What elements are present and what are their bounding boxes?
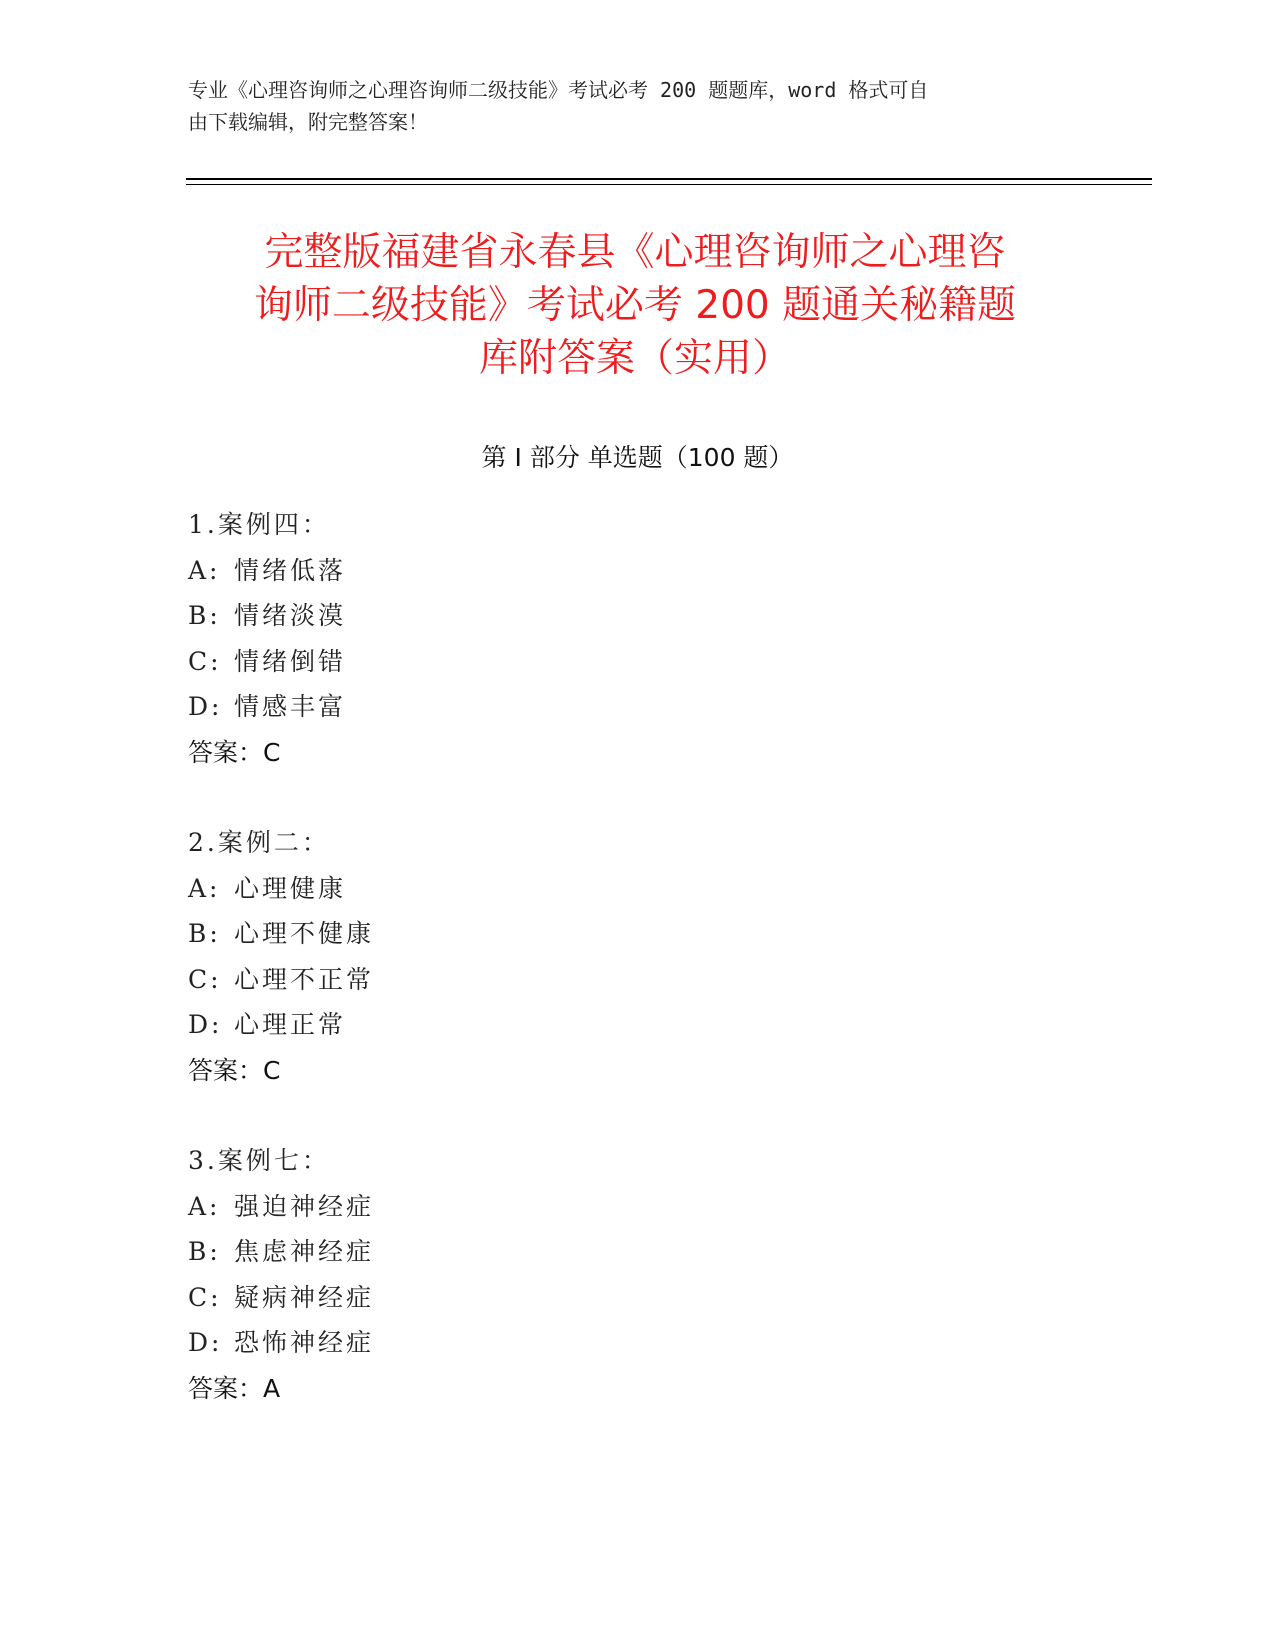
option-a (188, 866, 888, 912)
answer-line: 答案：C (188, 1055, 281, 1085)
option-letter: B: (188, 1237, 221, 1266)
option-text: 心理不正常 (234, 964, 375, 994)
option-letter: B: (188, 601, 221, 630)
option-letter: C: (188, 646, 222, 676)
option-letter: B: (188, 919, 221, 948)
header-divider-thick (186, 178, 1152, 180)
option-text: 强迫神经症 (234, 1191, 375, 1221)
option-letter: D: (188, 1328, 223, 1357)
option-a (188, 1184, 888, 1230)
question-3 (188, 1138, 888, 1411)
option-text: 情绪淡漠 (234, 601, 347, 630)
option-text: 情绪倒错 (234, 646, 347, 676)
option-letter: D: (188, 692, 223, 721)
option-a (188, 548, 888, 594)
question-1 (188, 502, 888, 775)
option-b (188, 593, 888, 639)
option-letter: A: (188, 873, 221, 903)
intro-paragraph (188, 74, 1068, 138)
option-text: 疑病神经症 (234, 1282, 375, 1312)
option-d (188, 684, 888, 730)
document-title (160, 226, 1110, 385)
option-d (188, 1002, 888, 1048)
answer-line: 答案：A (188, 1373, 281, 1403)
option-text: 焦虑神经症 (234, 1237, 375, 1266)
option-text: 恐怖神经症 (234, 1328, 375, 1357)
option-letter: A: (188, 1191, 221, 1221)
question-stem: 1.案例四： (188, 510, 330, 539)
title-line-1: 完整版福建省永春县《心理咨询师之心理咨 (264, 230, 1006, 275)
option-text: 心理正常 (234, 1010, 347, 1039)
option-letter: C: (188, 1282, 222, 1312)
intro-line-1: 专业《心理咨询师之心理咨询师二级技能》考试必考 200 题题库，word 格式可自 (188, 78, 929, 102)
section-heading: 第 I 部分 单选题（100 题） (481, 443, 794, 472)
option-text: 心理健康 (234, 873, 347, 903)
option-text: 情绪低落 (234, 555, 347, 585)
option-text: 情感丰富 (234, 692, 347, 721)
option-letter: A: (188, 555, 221, 585)
intro-line-2: 由下载编辑，附完整答案！ (188, 110, 428, 134)
option-c (188, 1275, 888, 1321)
question-2 (188, 820, 888, 1093)
question-stem: 2.案例二： (188, 828, 330, 857)
option-letter: D: (188, 1010, 223, 1039)
option-text: 心理不健康 (234, 919, 375, 948)
question-stem: 3.案例七： (188, 1146, 330, 1175)
option-d (188, 1320, 888, 1366)
title-line-3: 库附答案（实用） (478, 336, 791, 381)
header-divider-thin (186, 184, 1152, 185)
option-b (188, 911, 888, 957)
option-c (188, 639, 888, 685)
option-c (188, 957, 888, 1003)
title-line-2: 询师二级技能》考试必考 200 题通关秘籍题 (253, 283, 1017, 328)
option-b (188, 1229, 888, 1275)
option-letter: C: (188, 964, 222, 994)
answer-line: 答案：C (188, 737, 281, 767)
